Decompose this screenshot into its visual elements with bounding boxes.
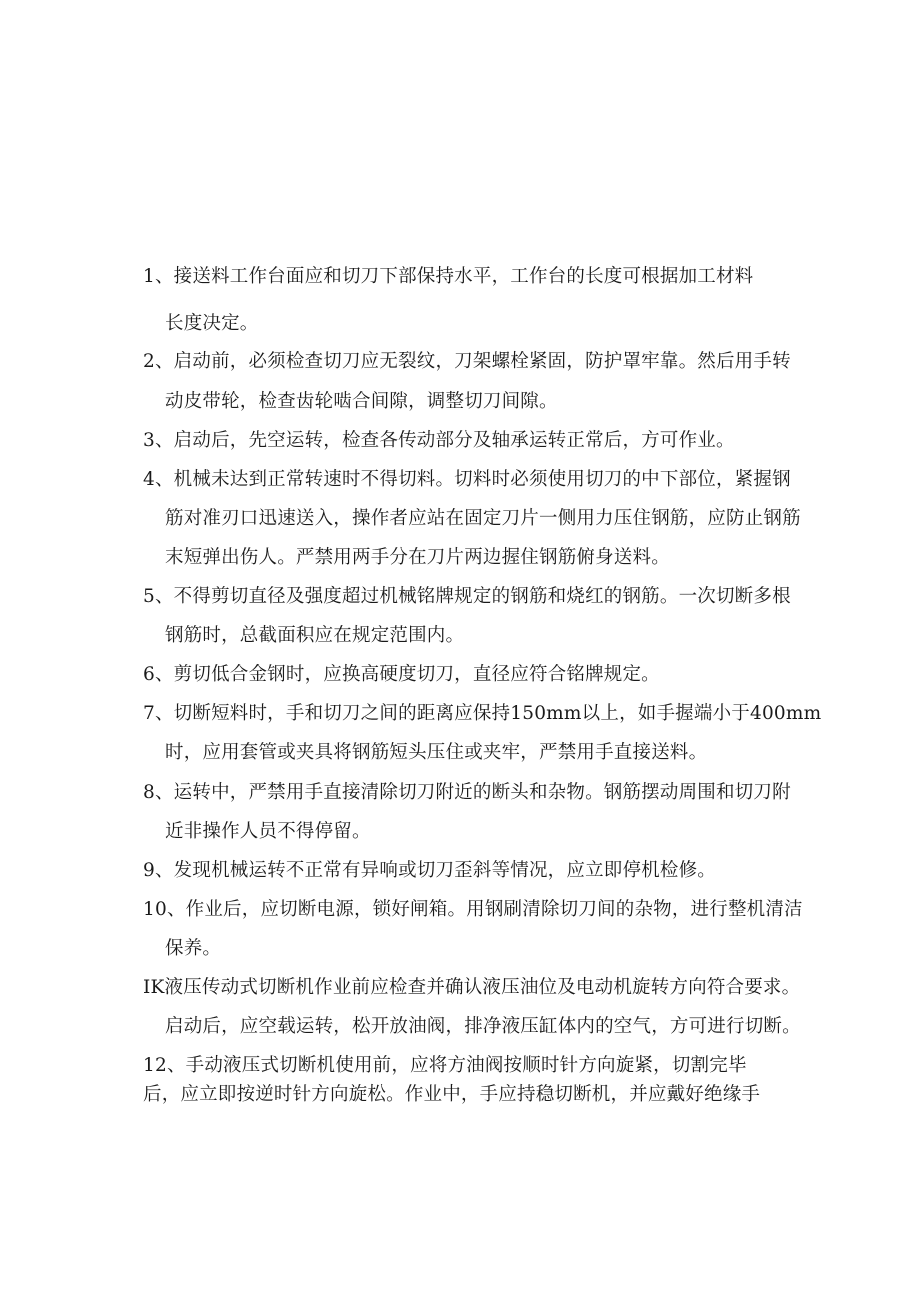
text-line: 近非操作人员不得停留。: [165, 821, 371, 842]
text-line: 动皮带轮，检查齿轮啮合间隙，调整切刀间隙。: [165, 391, 558, 412]
text-line: 5、不得剪切直径及强度超过机械铭牌规定的钢筋和烧红的钢筋。一次切断多根: [143, 586, 791, 607]
text-line: 1、接送料工作台面应和切刀下部保持水平，工作台的长度可根据加工材料: [143, 266, 754, 287]
text-line: 长度决定。: [165, 313, 259, 334]
text-line: 8、运转中，严禁用手直接清除切刀附近的断头和杂物。钢筋摆动周围和切刀附: [143, 782, 791, 803]
text-line: 启动后，应空载运转，松开放油阀，排净液压缸体内的空气，方可进行切断。: [165, 1016, 801, 1037]
text-line: 12、手动液压式切断机使用前，应将方油阀按顺时针方向旋紧，切割完毕: [143, 1055, 747, 1076]
text-line: 7、切断短料时，手和切刀之间的距离应保持150mm以上，如手握端小于400mm: [143, 703, 822, 724]
text-line: 钢筋时，总截面积应在规定范围内。: [165, 625, 465, 646]
text-line: 3、启动后，先空运转，检查各传动部分及轴承运转正常后，方可作业。: [143, 430, 735, 451]
text-line: 后，应立即按逆时针方向旋松。作业中，手应持稳切断机，并应戴好绝缘手: [143, 1084, 761, 1105]
text-line: 6、剪切低合金钢时，应换高硬度切刀，直径应符合铭牌规定。: [143, 664, 660, 685]
text-line: 末短弹出伤人。严禁用两手分在刀片两边握住钢筋俯身送料。: [165, 547, 670, 568]
text-line: IK液压传动式切断机作业前应检查并确认液压油位及电动机旋转方向符合要求。: [143, 977, 801, 998]
text-line: 9、发现机械运转不正常有异响或切刀歪斜等情况，应立即停机检修。: [143, 860, 716, 881]
text-line: 4、机械未达到正常转速时不得切料。切料时必须使用切刀的中下部位，紧握钢: [143, 469, 791, 490]
text-line: 10、作业后，应切断电源，锁好闸箱。用钢刷清除切刀间的杂物，进行整机清洁: [143, 899, 803, 920]
text-line: 筋对准刃口迅速送入，操作者应站在固定刀片一侧用力压住钢筋，应防止钢筋: [165, 508, 801, 529]
text-line: 保养。: [165, 938, 222, 959]
text-line: 2、启动前，必须检查切刀应无裂纹，刀架螺栓紧固，防护罩牢靠。然后用手转: [143, 351, 791, 372]
text-line: 时，应用套管或夹具将钢筋短头压住或夹牢，严禁用手直接送料。: [165, 742, 708, 763]
